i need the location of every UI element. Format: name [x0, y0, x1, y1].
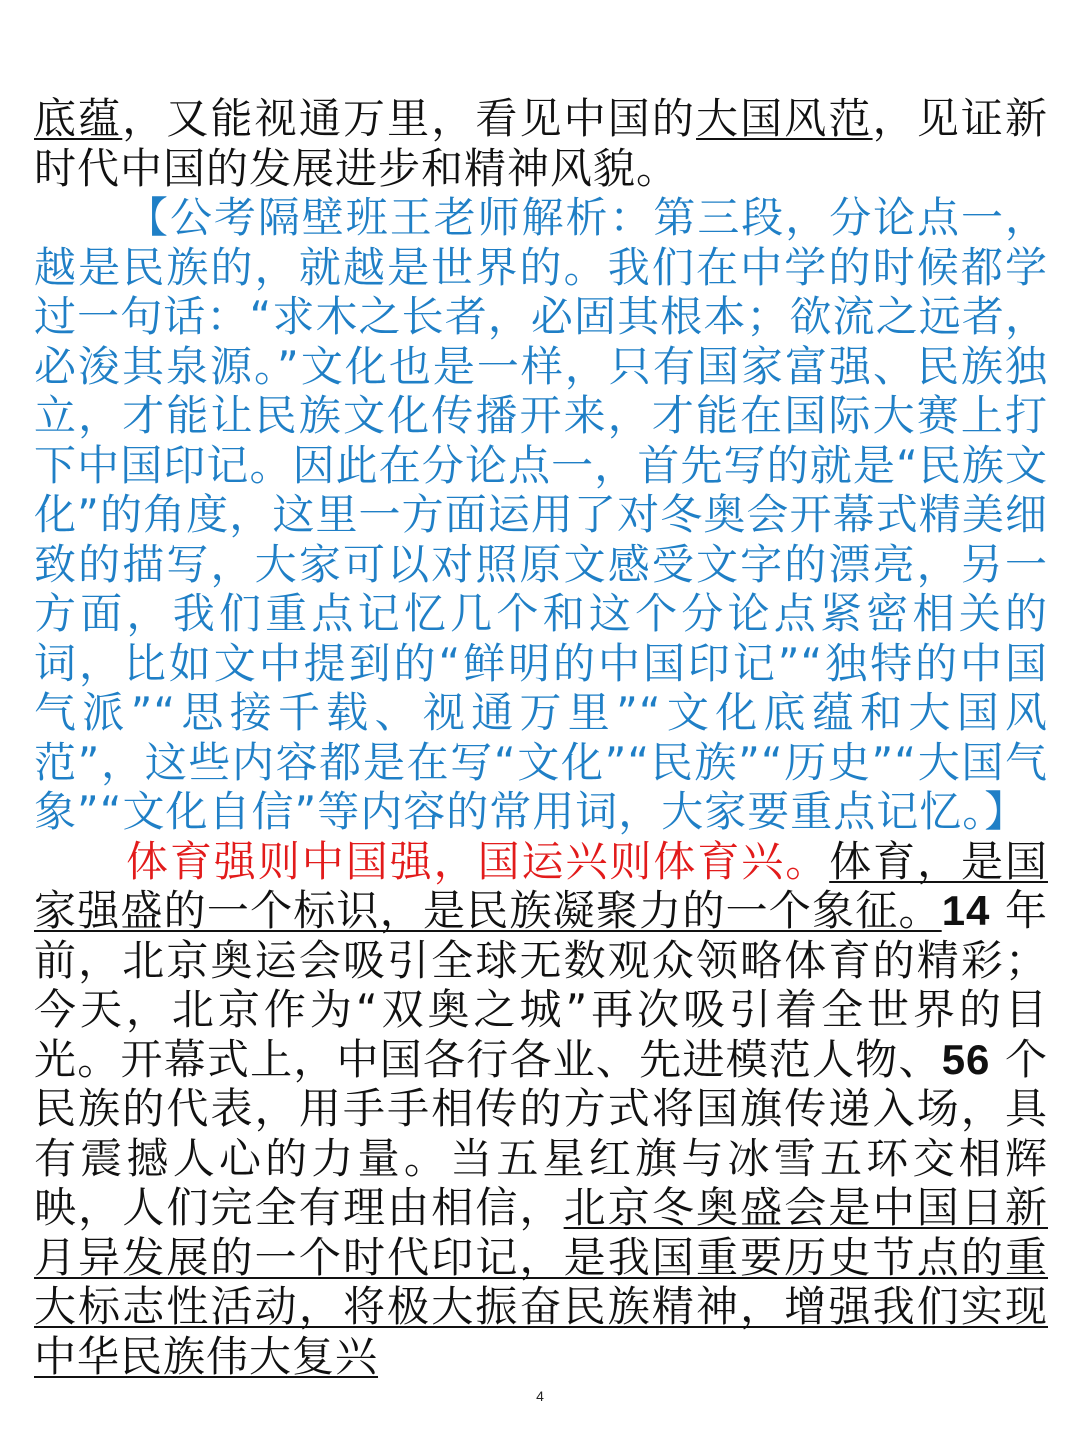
analysis-paragraph: 【公考隔壁班王老师解析：第三段，分论点一，越是民族的，就越是世界的。我们在中学的时候都学过一句话：“求木之长者，必固其根本；欲流之远者，必浚其泉源。”文化也是一样，只有国家富强、民族独立，才能让民族文化传播开来，才能在国际大赛上打下中国印记。因此在分论点一，首先写的就是“民族文化”的角度，这里一方面运用了对冬奥会开幕式精美细致的描写，大家可以对照原文感受文字的漂亮，另一方面，我们重点记忆几个和这个分论点紧密相关的词，比如文中提到的“鲜明的中国印记”“独特的中国气派”“思接千载、视通万里”“文化底蕴和大国风范”，这些内容都是在写“文化”“民族”“历史”“大国气象”“文化自信”等内容的常用词，大家要重点记忆。】 — [34, 193, 1048, 836]
underlined-phrase: 底蕴 — [34, 94, 123, 143]
text-run: 个民族的代表，用手手相传的方式将国旗传递入场，具有震撼人心的力量。当五星红旗与冰雪五环交相辉映，人们完全有理由相信， — [34, 1034, 1048, 1232]
underlined-phrase: 大国风范 — [696, 94, 873, 143]
underlined-sentence: 北京冬奥盛会是中国日新月异发展的一个时代印记，是我国重要历史节点的重大标志性活动，将极大振奋民族精神，增强我们实现中华民族伟大复兴 — [34, 1183, 1048, 1381]
highlighted-heading-sentence: 体育强则中国强，国运兴则体育兴。 — [126, 836, 830, 886]
text-run: ，又能视通万里，看见中国的 — [122, 94, 697, 143]
text-run: ，见证新时代中国的发展进步和精神风貌。 — [34, 94, 1048, 193]
text-run: 年前，北京奥运会吸引全球无数观众领略体育的精彩；今天，北京作为“双奥之城”再次吸引着全世界的目光。开幕式上，中国各行各业、先进模范人物、 — [34, 886, 1048, 1084]
document-page — [34, 94, 1048, 1381]
page-number: 4 — [536, 1388, 544, 1404]
paragraph-continuation — [34, 94, 1048, 193]
number: 14 — [941, 887, 991, 934]
paragraph-sports — [34, 837, 1048, 1382]
number: 56 — [941, 1035, 991, 1083]
underlined-sentence: 体育，是国家强盛的一个标识，是民族凝聚力的一个象征。 — [34, 836, 1048, 935]
